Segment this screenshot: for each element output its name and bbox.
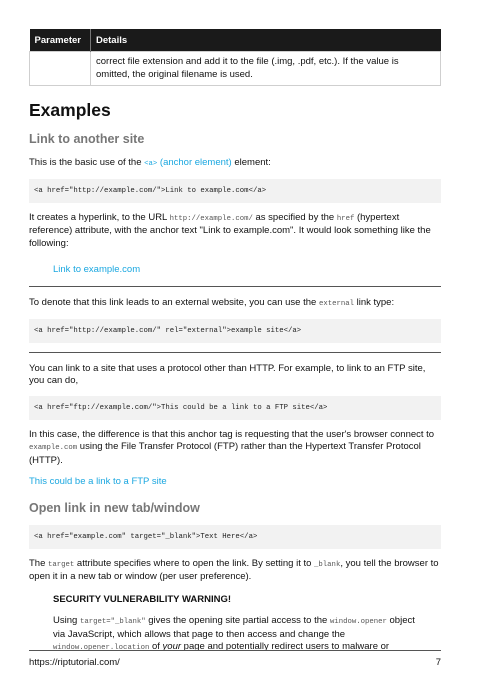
table-row [30, 52, 441, 86]
table-header-details: Details [91, 29, 441, 52]
code-block-basic-link: <a href="http://example.com/">Link to example.com</a> [29, 179, 441, 203]
hyperlink-explanation: It creates a hyperlink, to the URL http://example.com/ as specified by the href (hypertext reference) attribute, with the anchor text "Link to example.com". It would look something like the following: [29, 211, 431, 249]
anchor-tag-code: <a> [144, 160, 158, 168]
divider [29, 286, 441, 287]
protocol-paragraph: You can link to a site that uses a protocol other than HTTP. For example, to link to an FTP site, you can do, [29, 362, 426, 386]
table-cell-details [91, 52, 441, 86]
divider [29, 352, 441, 353]
target-paragraph: The target attribute specifies where to open the link. By setting it to _blank, you tell the browser to open it in a new tab or window (per user preference). [29, 557, 439, 582]
section-heading-link-to-site: Link to another site [29, 132, 145, 146]
warning-text: Using target="_blank" gives the opening site partial access to the window.opener object via JavaScript, which allows that page to then access and change the window.opener.location of your page and potentially redirect users to malware or [53, 615, 415, 652]
demo-link-ftp-row [29, 476, 441, 489]
demo-link-example[interactable]: Link to example.com [53, 264, 141, 275]
section-heading-new-tab: Open link in new tab/window [29, 500, 200, 515]
footer-url[interactable]: https://riptutorial.com/ [29, 657, 120, 668]
code-block-external: <a href="http://example.com/" rel="external">example site</a> [29, 319, 441, 343]
detail-line-2: omitted, the original filename is used. [96, 68, 253, 80]
anchor-element-link[interactable]: (anchor element) [159, 157, 232, 168]
detail-line-1: correct file extension and add it to the file (.img, .pdf, etc.). If the value is [96, 56, 399, 67]
examples-heading: Examples [29, 100, 111, 120]
page-footer [29, 650, 441, 668]
intro-paragraph: This is the basic use of the <a> (anchor element) element: [29, 157, 271, 168]
warning-title: SECURITY VULNERABILITY WARNING! [53, 593, 232, 605]
code-block-target-blank: <a href="example.com" target="_blank">Text Here</a> [29, 525, 441, 549]
external-link-paragraph: To denote that this link leads to an external website, you can use the external link type: [29, 297, 395, 308]
parameters-table [29, 29, 441, 86]
demo-link-row [53, 259, 441, 277]
demo-link-ftp[interactable]: This could be a link to a FTP site [29, 476, 167, 487]
page-number: 7 [435, 657, 441, 668]
table-cell-parameter [30, 52, 91, 86]
table-header-parameter: Parameter [30, 29, 91, 52]
code-block-ftp: <a href="ftp://example.com/">This could be a link to a FTP site</a> [29, 396, 441, 420]
page-content [29, 29, 441, 655]
security-warning [29, 594, 441, 655]
ftp-explanation: In this case, the difference is that this anchor tag is requesting that the user's browser connect to example.com using the File Transfer Protocol (FTP) rather than the Hypertext Transfer Protocol (HTTP). [29, 428, 435, 466]
